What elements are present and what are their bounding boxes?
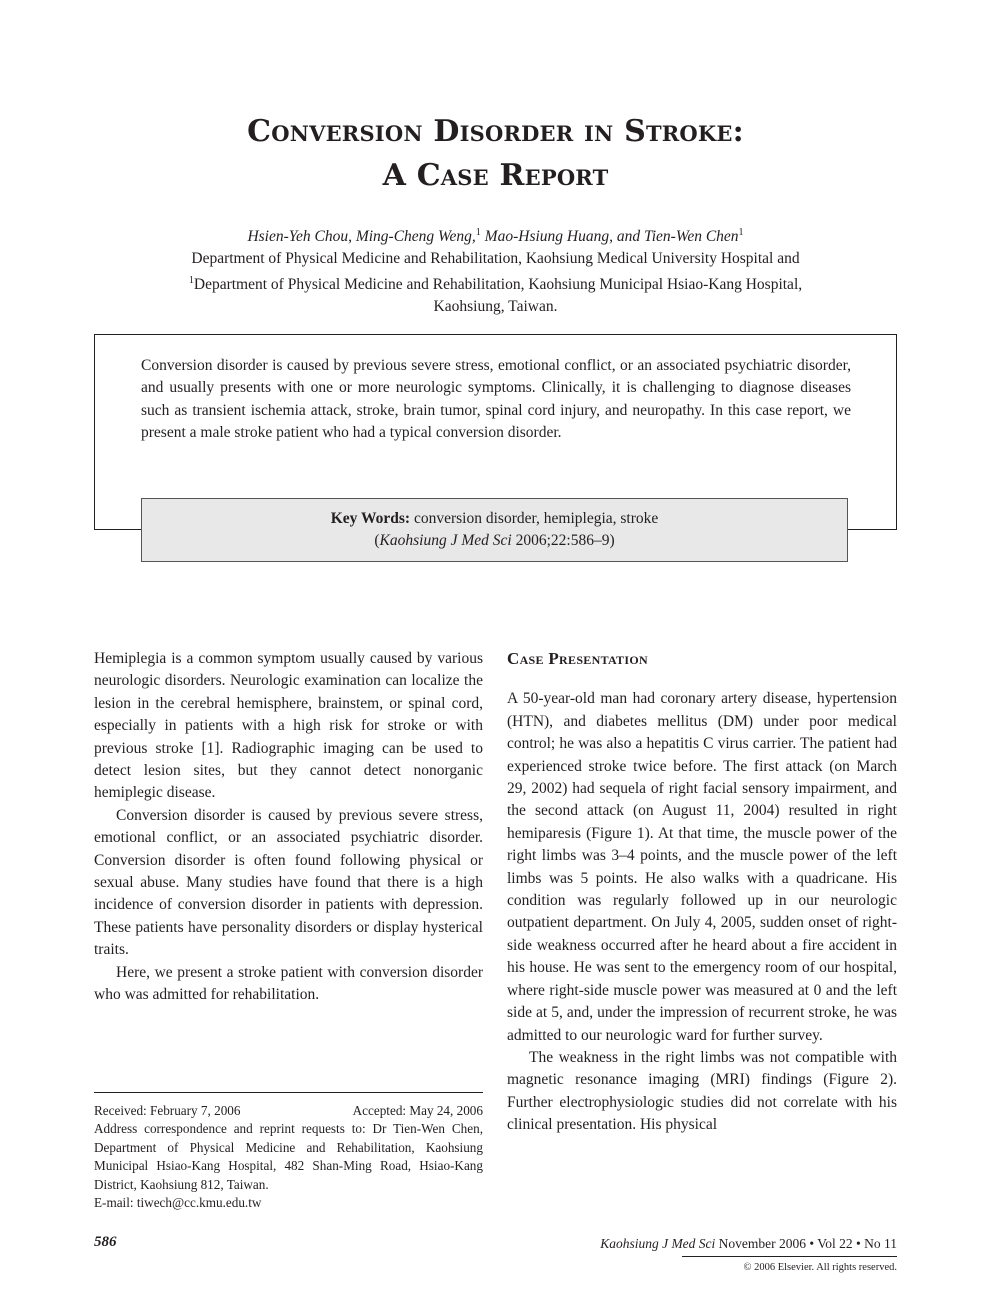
citation-rest: 2006;22:586–9) bbox=[511, 532, 615, 549]
journal-info bbox=[600, 1236, 897, 1252]
citation-line bbox=[142, 530, 847, 552]
affiliation-line-1: Department of Physical Medicine and Rehabilitation, Kaohsiung Medical University Hospital and bbox=[191, 250, 800, 268]
citation-open: ( bbox=[374, 532, 380, 549]
affiliation-sup: 1 bbox=[188, 275, 194, 287]
author-sup-1: 1 bbox=[475, 227, 481, 238]
case-paragraph-1: A 50-year-old man had coronary artery disease, hypertension (HTN), and diabetes mellitus (DM) under poor medical control; he was also a hepatitis C virus carrier. The patient had experienced stroke twice before. The first attack (on March 29, 2002) had sequela of right facial sensory impairment, and the second attack (on August 11, 2004) resulted in right hemiparesis (Figure 1). At that time, the muscle power of the right limbs was 3–4 points, and the muscle power of the left limbs was 5 points. He also walks with a quadricane. His condition was regularly followed up in our neurologic outpatient department. On July 4, 2005, sudden onset of right-side weakness occurred after he heard about a fire accident in his house. He was sent to the emergency room of our hospital, where right-side muscle power was measured at 0 and the left side at 5, and, under the impression of recurrent stroke, he was admitted to our neurologic ward for further survey. bbox=[507, 690, 897, 1044]
page-number: 586 bbox=[94, 1234, 117, 1250]
keywords-line bbox=[142, 508, 847, 530]
citation-journal: Kaohsiung J Med Sci bbox=[379, 532, 512, 549]
journal-issue: November 2006 • Vol 22 • No 11 bbox=[715, 1236, 897, 1251]
right-column bbox=[507, 648, 897, 1137]
correspondence-email: E-mail: tiwech@cc.kmu.edu.tw bbox=[94, 1195, 262, 1211]
journal-name: Kaohsiung J Med Sci bbox=[600, 1236, 716, 1251]
author-names bbox=[0, 222, 991, 248]
accepted-date: Accepted: May 24, 2006 bbox=[352, 1103, 483, 1118]
keywords-box bbox=[141, 498, 848, 562]
author-sup-2: 1 bbox=[738, 227, 744, 238]
intro-paragraph-2: Conversion disorder is caused by previous severe stress, emotional conflict, or an associated psychiatric disorder. Conversion disorder is often found following physical or sexual abuse. Many studies have found that there is a high incidence of conversion disorder in patients with depression. These patients have personality disorders or display hysterical traits. bbox=[94, 806, 483, 959]
footnote-block bbox=[94, 1102, 483, 1212]
article-title bbox=[0, 110, 991, 198]
affiliation-line-2 bbox=[0, 270, 991, 296]
intro-paragraph-1: Hemiplegia is a common symptom usually caused by various neurologic disorders. Neurologic examination can localize the lesion in the cerebral hemisphere, brainstem, or spinal cord, especially in patients with a high risk for stroke or with previous stroke [1]. Radiographic imaging can be used to detect lesion sites, but they cannot detect nonorganic hemiplegic disease. bbox=[94, 650, 483, 802]
abstract-text: Conversion disorder is caused by previous severe stress, emotional conflict, or an associated psychiatric disorder, and usually presents with one or more neurologic symptoms. Clinically, it is challenging to diagnose diseases such as transient ischemia attack, stroke, brain tumor, spinal cord injury, and neuropathy. In this case report, we present a male stroke patient who had a typical conversion disorder. bbox=[141, 357, 851, 441]
left-column bbox=[94, 648, 483, 1007]
keywords-label: Key Words: bbox=[330, 510, 411, 527]
case-paragraph-2: The weakness in the right limbs was not compatible with magnetic resonance imaging (MRI) findings (Figure 2). Further electrophysiologic studies did not correlate with his clinical presentation. His physical bbox=[507, 1048, 897, 1134]
author-names-part2: Mao-Hsiung Huang, and Tien-Wen Chen bbox=[480, 228, 739, 246]
authors-block bbox=[0, 222, 991, 318]
section-heading: Case Presentation bbox=[507, 649, 648, 668]
affiliation-line-3: Kaohsiung, Taiwan. bbox=[433, 298, 558, 316]
copyright-notice: © 2006 Elsevier. All rights reserved. bbox=[743, 1262, 897, 1273]
footnote-dates bbox=[94, 1102, 483, 1120]
footnote-divider bbox=[94, 1092, 483, 1093]
author-names-part1: Hsien-Yeh Chou, Ming-Cheng Weng, bbox=[247, 228, 476, 246]
affiliation-line-2-text: Department of Physical Medicine and Rehabilitation, Kaohsiung Municipal Hsiao-Kang Hospital, bbox=[193, 276, 803, 294]
correspondence-address: Address correspondence and reprint requests to: Dr Tien-Wen Chen, Department of Physical Medicine and Rehabilitation, Kaohsiung Municipal Hsiao-Kang Hospital, 482 Shan-Ming Road, Hsiao-Kang District, Kaohsiung 812, Taiwan. bbox=[94, 1121, 483, 1192]
footer-divider bbox=[682, 1256, 897, 1257]
keywords-text: conversion disorder, hemiplegia, stroke bbox=[410, 510, 659, 527]
intro-paragraph-3: Here, we present a stroke patient with conversion disorder who was admitted for rehabilitation. bbox=[94, 963, 483, 1004]
received-date: Received: February 7, 2006 bbox=[94, 1103, 241, 1118]
title-line-2: A Case Report bbox=[382, 158, 609, 193]
title-line-1: Conversion Disorder in Stroke: bbox=[247, 114, 744, 149]
